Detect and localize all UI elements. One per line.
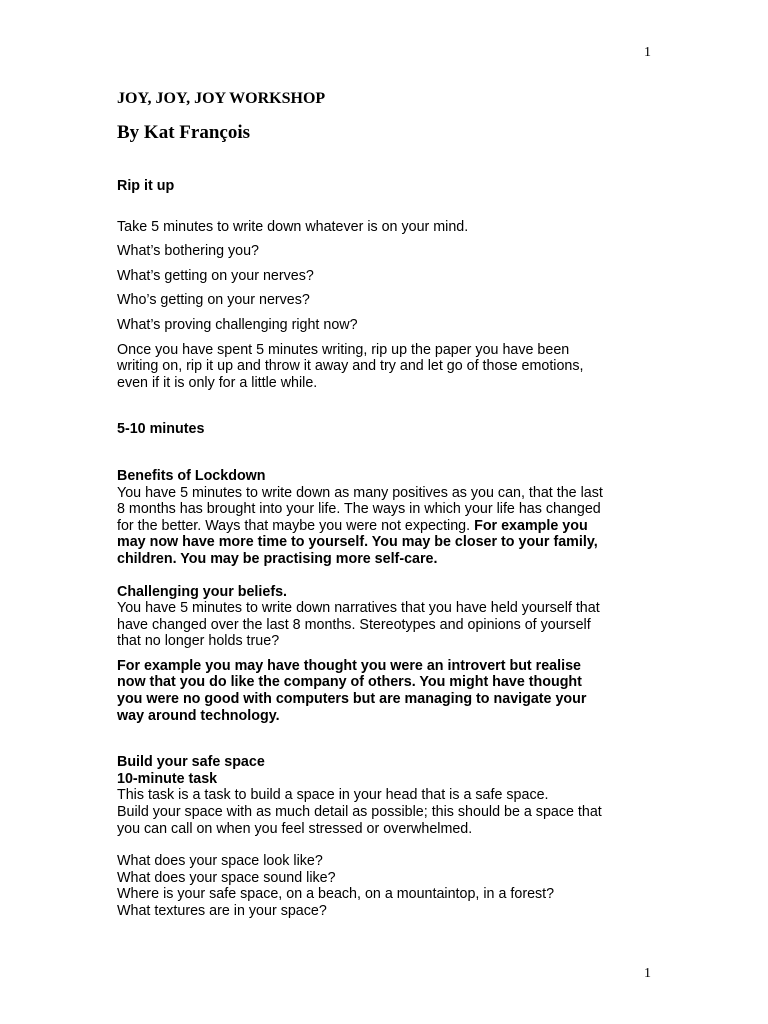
safe-space-question-1: What does your space look like? bbox=[117, 853, 323, 870]
rip-question-1: What’s bothering you? bbox=[117, 243, 259, 260]
beliefs-heading: Challenging your beliefs. bbox=[117, 583, 287, 600]
rip-question-3: Who’s getting on your nerves? bbox=[117, 292, 310, 309]
lockdown-line-3 bbox=[117, 518, 657, 535]
rip-it-up-intro: Take 5 minutes to write down whatever is on your mind. bbox=[117, 218, 469, 235]
lockdown-line-3-bold: For example you bbox=[474, 517, 588, 534]
beliefs-line-2: have changed over the last 8 months. Stereotypes and opinions of yourself bbox=[117, 616, 591, 633]
page-number-footer: 1 bbox=[644, 966, 651, 981]
lockdown-line-2: 8 months has brought into your life. The ways in which your life has changed bbox=[117, 501, 601, 518]
document-author: By Kat François bbox=[117, 122, 250, 143]
safe-space-heading: Build your safe space bbox=[117, 754, 265, 771]
rip-closing-line-3: even if it is only for a little while. bbox=[117, 374, 318, 391]
rip-question-4: What’s proving challenging right now? bbox=[117, 316, 358, 333]
beliefs-example-line-4: way around technology. bbox=[117, 707, 280, 724]
safe-space-line-1: This task is a task to build a space in your head that is a safe space. bbox=[117, 787, 549, 804]
safe-space-line-3: you can call on when you feel stressed or overwhelmed. bbox=[117, 820, 473, 837]
rip-closing-line-1: Once you have spent 5 minutes writing, rip up the paper you have been bbox=[117, 341, 570, 358]
lockdown-section bbox=[117, 468, 657, 568]
safe-space-line-2: Build your space with as much detail as possible; this should be a space that bbox=[117, 804, 602, 821]
rip-question-2: What’s getting on your nerves? bbox=[117, 267, 314, 284]
safe-space-question-4: What textures are in your space? bbox=[117, 903, 327, 919]
safe-space-question-3: Where is your safe space, on a beach, on a mountaintop, in a forest? bbox=[117, 886, 555, 903]
beliefs-example-line-2: now that you do like the company of others. You might have thought bbox=[117, 674, 582, 691]
safe-space-questions bbox=[117, 853, 657, 919]
document-body bbox=[117, 90, 657, 920]
lockdown-line-1: You have 5 minutes to write down as many positives as you can, that the last bbox=[117, 484, 603, 501]
beliefs-example-line-1: For example you may have thought you were an introvert but realise bbox=[117, 657, 581, 674]
beliefs-section bbox=[117, 584, 657, 725]
lockdown-heading: Benefits of Lockdown bbox=[117, 467, 266, 484]
beliefs-line-1: You have 5 minutes to write down narratives that you have held yourself that bbox=[117, 600, 600, 617]
lockdown-line-3-plain: for the better. Ways that maybe you were not expecting. bbox=[117, 517, 475, 534]
document-title: JOY, JOY, JOY WORKSHOP bbox=[117, 90, 326, 107]
rip-it-up-heading: Rip it up bbox=[117, 178, 175, 194]
page-number-header: 1 bbox=[644, 45, 651, 60]
beliefs-example bbox=[117, 658, 657, 724]
rip-closing-line-2: writing on, rip it up and throw it away and try and let go of those emotions, bbox=[117, 358, 584, 375]
safe-space-section bbox=[117, 754, 657, 919]
beliefs-line-3: that no longer holds true? bbox=[117, 633, 280, 650]
rip-it-up-closing bbox=[117, 342, 657, 392]
duration-heading: 5-10 minutes bbox=[117, 421, 205, 438]
lockdown-line-4: may now have more time to yourself. You may be closer to your family, bbox=[117, 534, 598, 551]
beliefs-example-line-3: you were no good with computers but are managing to navigate your bbox=[117, 691, 587, 708]
safe-space-subheading: 10-minute task bbox=[117, 770, 218, 787]
lockdown-line-5: children. You may be practising more self-care. bbox=[117, 550, 438, 567]
safe-space-question-2: What does your space sound like? bbox=[117, 869, 336, 886]
